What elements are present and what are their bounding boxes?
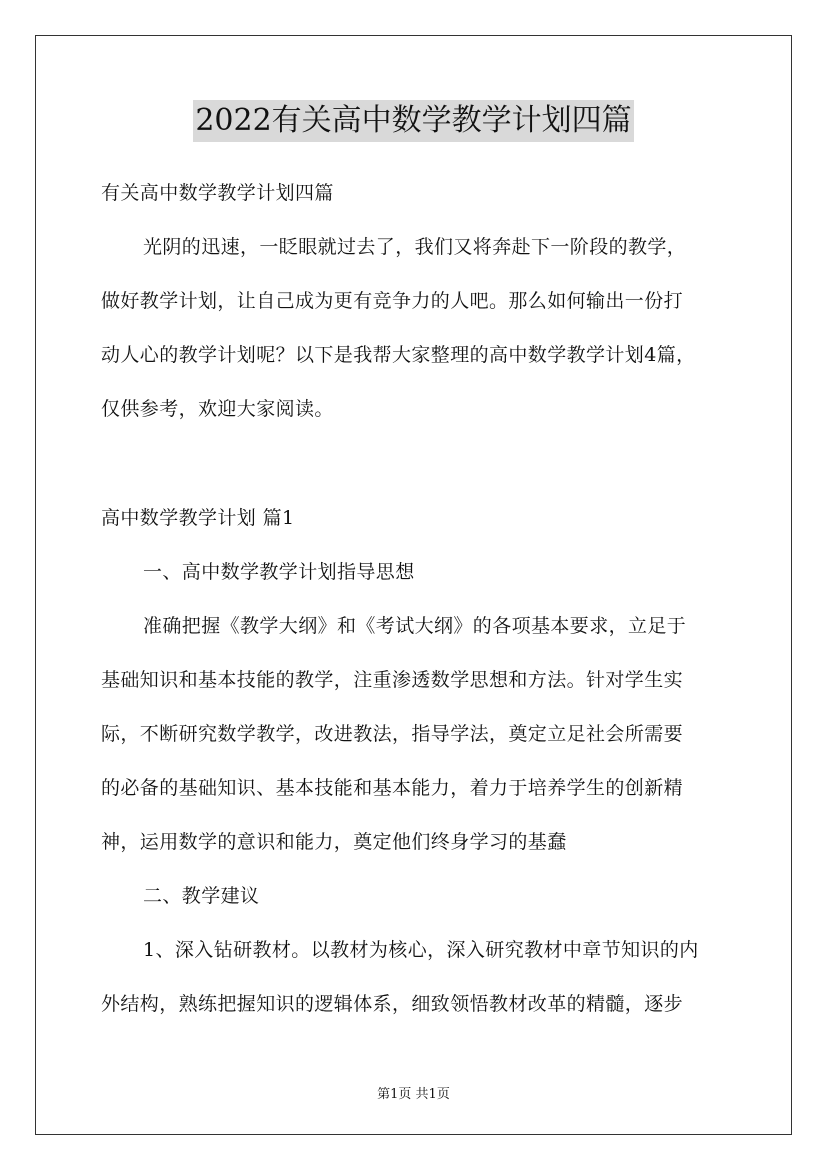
paragraph-line: 际，不断研究数学教学，改进教法，指导学法，奠定立足社会所需要 xyxy=(101,723,684,745)
subtitle-line: 有关高中数学教学计划四篇 xyxy=(101,182,334,204)
paragraph-line: 准确把握《教学大纲》和《考试大纲》的各项基本要求，立足于 xyxy=(143,615,687,637)
paragraph-line: 光阴的迅速，一眨眼就过去了，我们又将奔赴下一阶段的教学， xyxy=(143,236,687,258)
paragraph-line: 外结构，熟练把握知识的逻辑体系，细致领悟教材改革的精髓，逐步 xyxy=(101,993,684,1015)
title-container xyxy=(0,100,827,142)
paragraph-line: 1、深入钻研教材。以教材为核心，深入研究教材中章节知识的内 xyxy=(143,939,699,961)
paragraph-line: 做好教学计划，让自己成为更有竞争力的人吧。那么如何输出一份打 xyxy=(101,290,684,312)
paragraph-line: 仅供参考，欢迎大家阅读。 xyxy=(101,398,334,420)
paragraph-line: 基础知识和基本技能的教学，注重渗透数学思想和方法。针对学生实 xyxy=(101,669,684,691)
paragraph-line: 动人心的教学计划呢？以下是我帮大家整理的高中数学教学计划4篇， xyxy=(101,344,696,366)
paragraph-line: 的必备的基础知识、基本技能和基本能力，着力于培养学生的创新精 xyxy=(101,777,684,799)
paragraph-line: 神，运用数学的意识和能力，奠定他们终身学习的基蠢 xyxy=(101,831,567,853)
subsection-heading: 二、教学建议 xyxy=(143,885,260,907)
document-title: 2022有关高中数学教学计划四篇 xyxy=(193,100,633,142)
page-footer: 第1页 共1页 xyxy=(377,1087,450,1102)
section-heading: 高中数学教学计划 篇1 xyxy=(101,507,295,529)
subsection-heading: 一、高中数学教学计划指导思想 xyxy=(143,561,415,583)
